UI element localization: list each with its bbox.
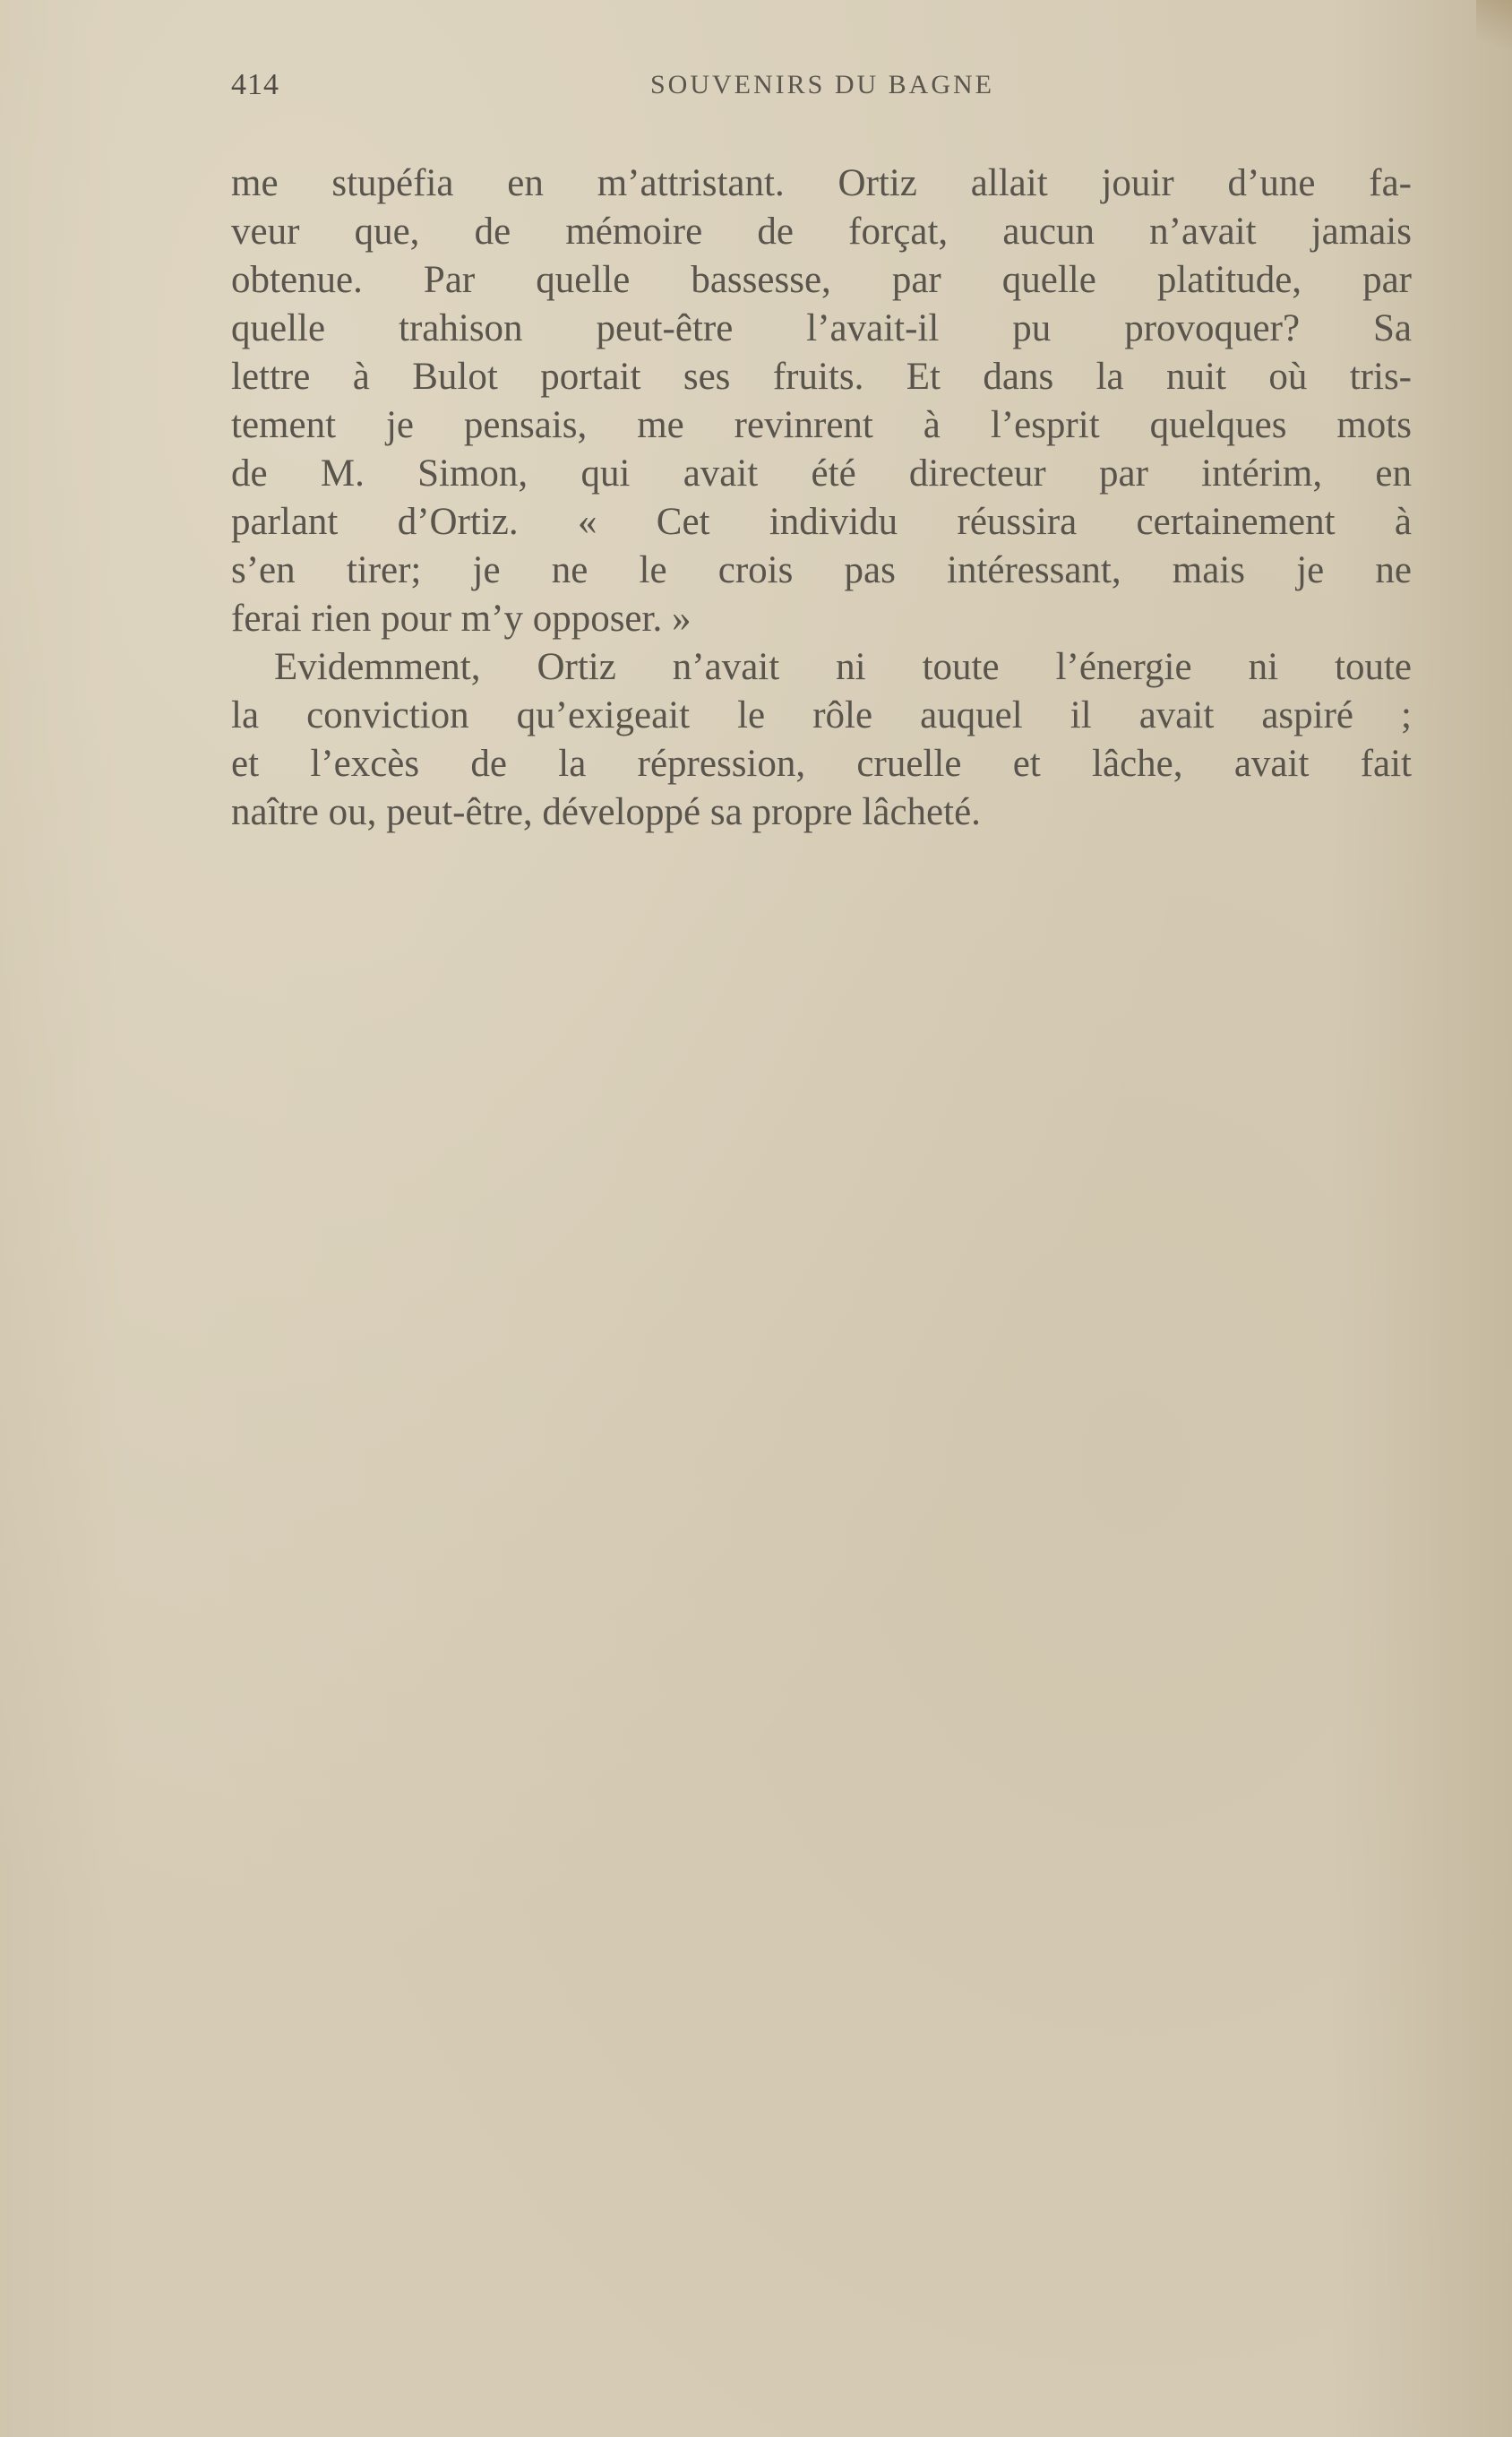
- text-line: s’en tirer; je ne le crois pas intéressant, mais je ne: [231, 549, 1412, 591]
- page-number: 414: [231, 68, 279, 101]
- body-text: [231, 159, 1412, 837]
- paragraph-end-line: naître ou, peut-être, développé sa propre lâcheté.: [231, 791, 981, 833]
- running-head: [231, 68, 1413, 113]
- text-line: lettre à Bulot portait ses fruits. Et dans la nuit où tris-: [231, 356, 1412, 398]
- text-line: de M. Simon, qui avait été directeur par intérim, en: [231, 452, 1412, 495]
- paragraph-start-line: Evidemment, Ortiz n’avait ni toute l’énergie ni toute: [274, 646, 1412, 688]
- paragraph-end-line: ferai rien pour m’y opposer. »: [231, 598, 692, 640]
- text-line: obtenue. Par quelle bassesse, par quelle platitude, par: [231, 259, 1412, 301]
- text-line: veur que, de mémoire de forçat, aucun n’avait jamais: [231, 211, 1412, 253]
- text-line: parlant d’Ortiz. « Cet individu réussira certainement à: [231, 501, 1412, 543]
- page-corner-shadow: [1476, 0, 1512, 54]
- text-line: quelle trahison peut-être l’avait-il pu provoquer? Sa: [231, 307, 1412, 349]
- text-line: la conviction qu’exigeait le rôle auquel il avait aspiré ;: [231, 694, 1412, 736]
- text-line: tement je pensais, me revinrent à l’esprit quelques mots: [231, 404, 1412, 446]
- text-line: et l’excès de la répression, cruelle et lâche, avait fait: [231, 743, 1412, 785]
- text-line: me stupéfia en m’attristant. Ortiz allait jouir d’une fa-: [231, 162, 1412, 204]
- running-title: SOUVENIRS DU BAGNE: [649, 70, 994, 99]
